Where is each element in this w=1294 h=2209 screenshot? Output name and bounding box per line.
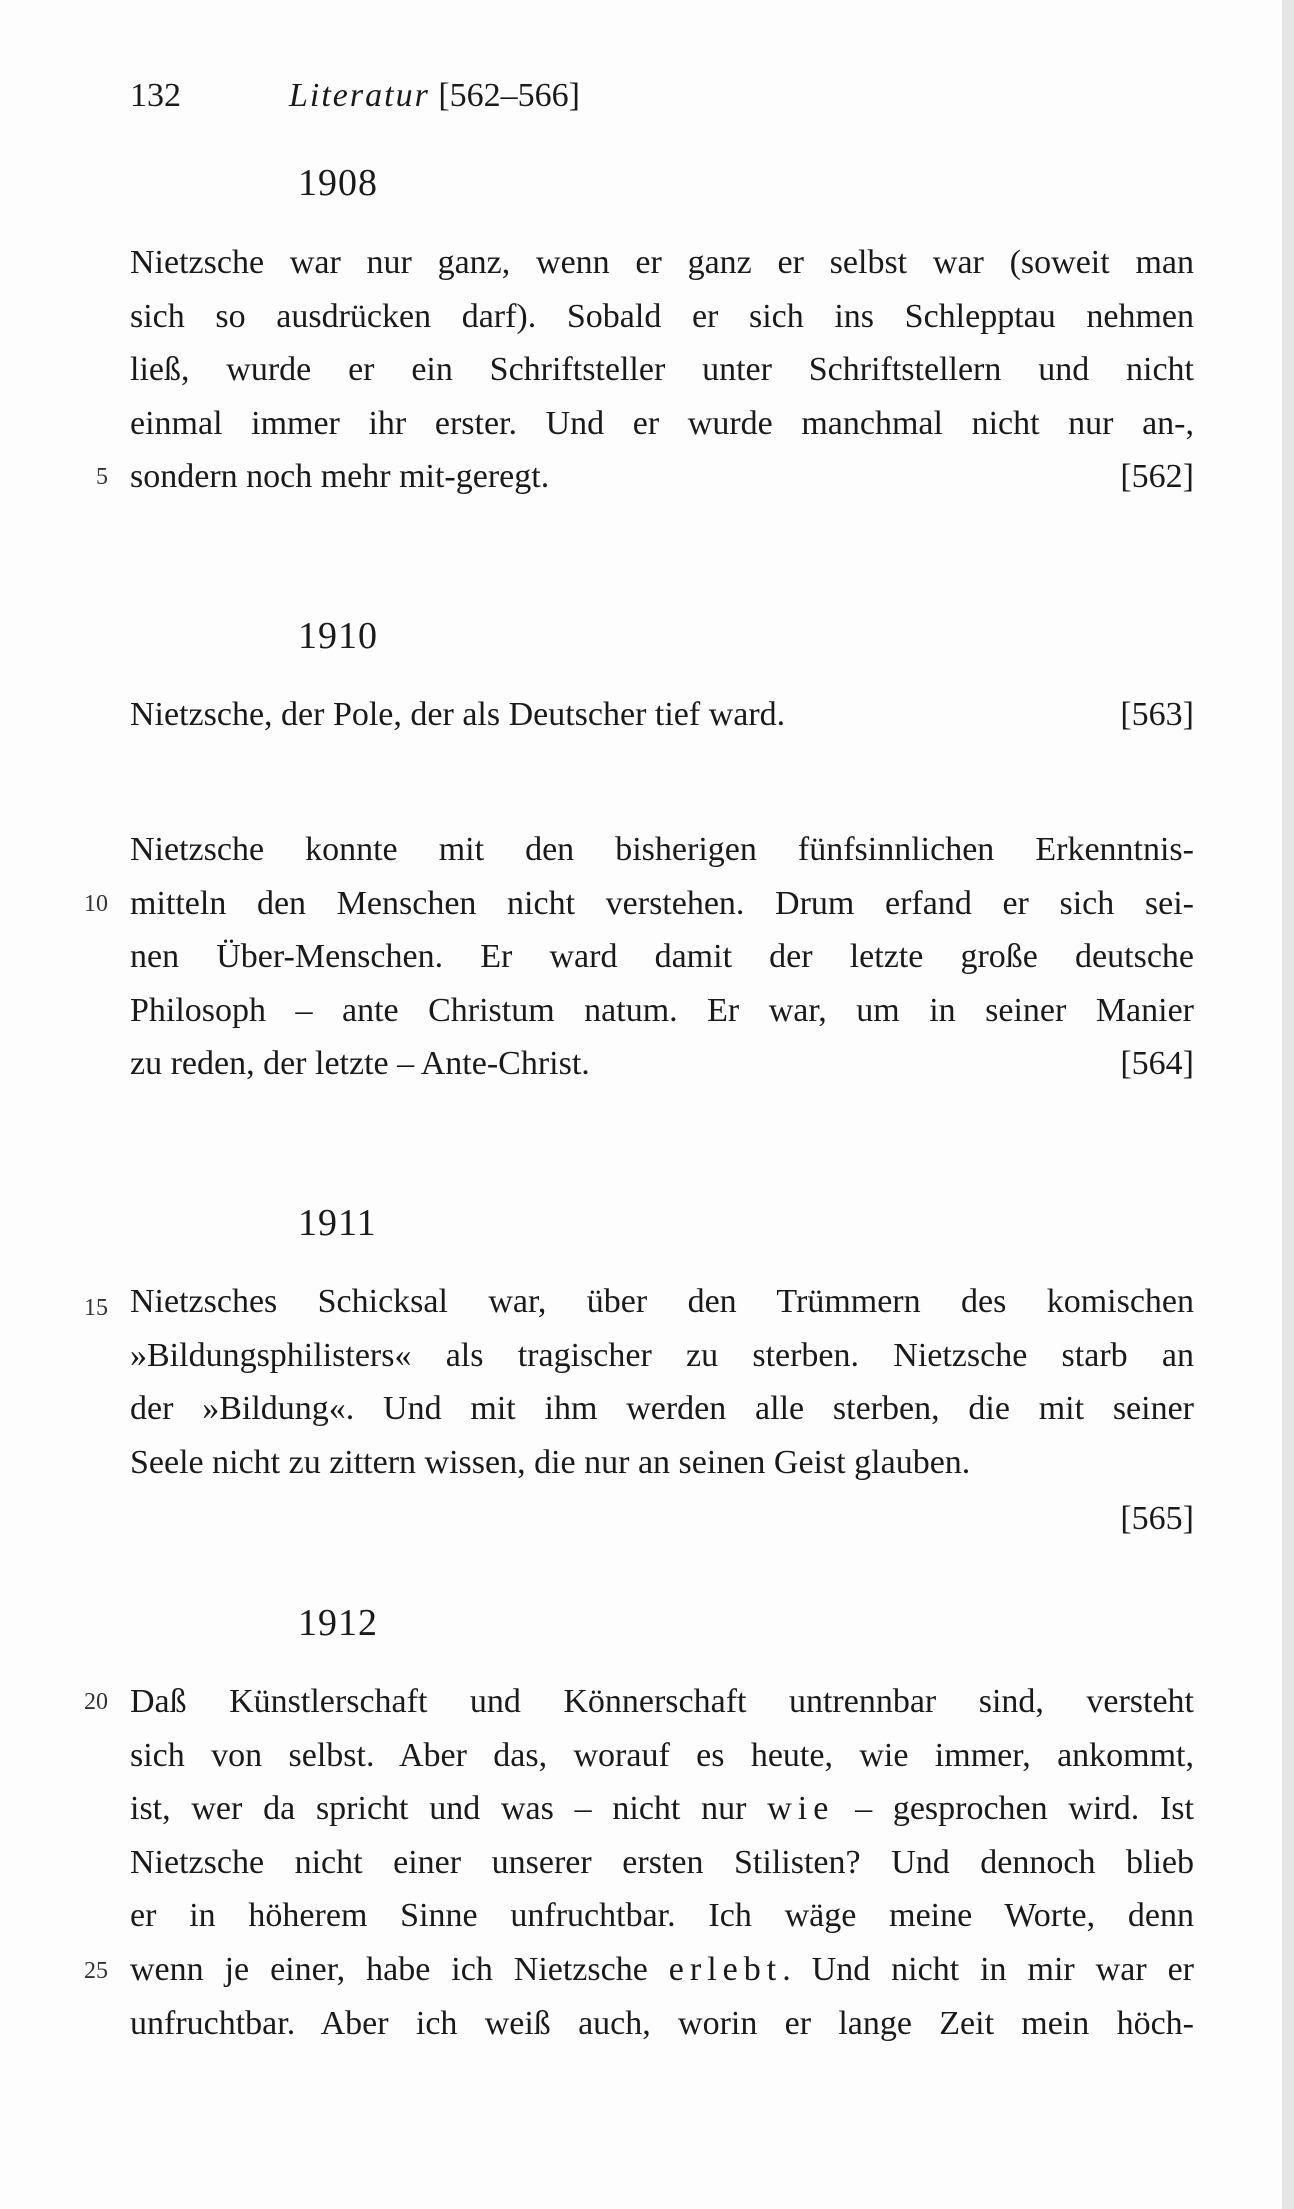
text-line: Nietzsche war nur ganz, wenn er ganz er selbst war (soweit man	[130, 244, 1194, 281]
line-number: 25	[84, 1958, 108, 1984]
text-line	[130, 1943, 1194, 1997]
running-header-range: [562–566]	[438, 77, 580, 114]
text-segment: – gesprochen wird. Ist	[834, 1790, 1194, 1828]
emphasized-word: erlebt	[668, 1951, 783, 1988]
section-heading: 1911	[298, 1202, 377, 1244]
entry-reference: [562]	[1120, 458, 1194, 496]
text-line: Daß Künstlerschaft und Könnerschaft untrennbar sind, versteht	[130, 1683, 1194, 1720]
entry-reference: [565]	[1120, 1500, 1194, 1538]
page-edge-shadow	[1282, 0, 1294, 2209]
text-line: »Bildungsphilisters« als tragischer zu sterben. Nietzsche starb an	[130, 1336, 1194, 1374]
entry-reference: [564]	[1120, 1045, 1194, 1083]
section-heading: 1908	[298, 162, 378, 204]
section-heading: 1912	[298, 1602, 378, 1644]
text-segment: wenn je einer, habe ich Nietzsche	[130, 1951, 669, 1988]
text-line: sich so ausdrücken darf). Sobald er sich ins Schlepptau nehmen	[130, 297, 1194, 335]
text-line	[130, 1782, 1194, 1836]
line-number: 20	[84, 1689, 108, 1715]
text-line: unfruchtbar. Aber ich weiß auch, worin er lange Zeit mein höch-	[130, 2004, 1194, 2042]
text-line: einmal immer ihr erster. Und er wurde manchmal nicht nur an-,	[130, 404, 1194, 442]
emphasized-word: wie	[767, 1790, 835, 1828]
text-line: Nietzsche nicht einer unserer ersten Stilisten? Und dennoch blieb	[130, 1843, 1194, 1881]
text-line: Seele nicht zu zittern wissen, die nur an seinen Geist glauben.	[130, 1443, 971, 1481]
line-number: 15	[84, 1295, 108, 1321]
running-header	[289, 72, 580, 120]
text-line: Philosoph – ante Christum natum. Er war, um in seiner Manier	[130, 991, 1194, 1029]
text-line: er in höherem Sinne unfruchtbar. Ich wäge meine Worte, denn	[130, 1897, 1194, 1935]
text-segment: ist, wer da spricht und was – nicht nur	[130, 1790, 768, 1828]
text-line: mitteln den Menschen nicht verstehen. Drum erfand er sich sei-	[130, 884, 1194, 922]
text-segment: . Und nicht in mir war er	[782, 1951, 1195, 1988]
text-line: sondern noch mehr mit-geregt. [562]	[130, 450, 1194, 504]
text-line: ließ, wurde er ein Schriftsteller unter Schriftstellern und nicht	[130, 351, 1194, 389]
text-line: Nietzsche, der Pole, der als Deutscher tief ward. [563]	[130, 688, 1194, 742]
section-heading: 1910	[298, 615, 378, 657]
page-number: 132	[130, 77, 181, 114]
text-line: Nietzsches Schicksal war, über den Trümmern des komischen	[130, 1283, 1194, 1320]
line-number: 10	[84, 891, 108, 917]
running-header-title: Literatur	[289, 77, 430, 114]
text-line: zu reden, der letzte – Ante-Christ. [564]	[130, 1037, 1194, 1091]
text-line	[130, 1492, 1194, 1546]
text-line: der »Bildung«. Und mit ihm werden alle sterben, die mit seiner	[130, 1390, 1194, 1428]
text-line: Nietzsche konnte mit den bisherigen fünfsinnlichen Erkenntnis-	[130, 831, 1194, 868]
line-number: 5	[96, 464, 108, 490]
text-line: sich von selbst. Aber das, worauf es heute, wie immer, ankommt,	[130, 1736, 1194, 1774]
text-line: nen Über-Menschen. Er ward damit der letzte große deutsche	[130, 938, 1194, 976]
entry-reference: [563]	[1120, 696, 1194, 733]
